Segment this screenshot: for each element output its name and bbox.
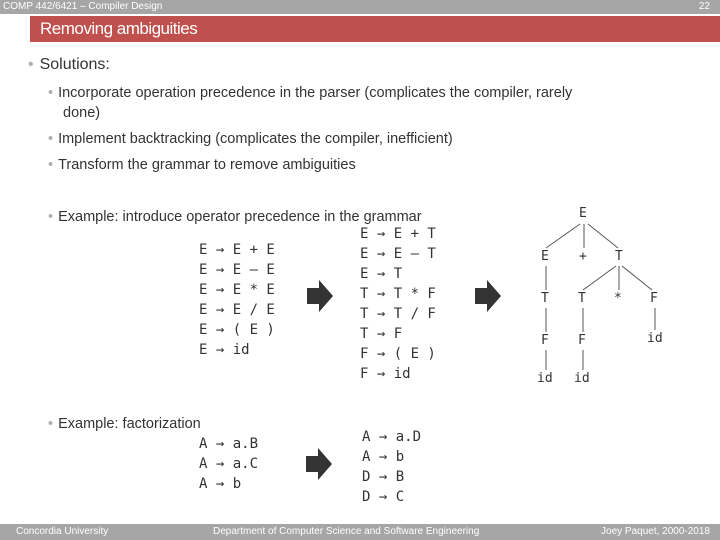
bullet-dot: •: [48, 131, 54, 147]
grammar-rule: E → E – T: [360, 246, 436, 262]
tree-node: F: [650, 291, 658, 306]
footer-department: Department of Computer Science and Software Engineering: [213, 526, 480, 537]
footer-university: Concordia University: [16, 526, 109, 537]
tree-node: F: [541, 333, 549, 348]
page-number: 22: [698, 1, 710, 12]
tree-node: id: [574, 371, 590, 386]
grammar-rule: E → T: [360, 266, 403, 282]
tree-node: E: [541, 249, 549, 264]
grammar-rule: E → E + T: [360, 226, 436, 242]
bullet-dot: •: [48, 85, 54, 101]
grammar-rule: D → C: [362, 489, 405, 505]
grammar-rule: D → B: [362, 469, 405, 485]
bullet-item-text: Example: introduce operator precedence in the grammar: [58, 209, 422, 225]
tree-node: *: [614, 291, 622, 306]
bullet-item-text: done): [63, 105, 101, 121]
grammar-rule: T → F: [360, 326, 403, 342]
tree-edge: [583, 266, 616, 290]
bullet-item-text: Incorporate operation precedence in the parser (complicates the compiler, rarely: [58, 85, 573, 101]
grammar-factor-before: [199, 434, 258, 494]
grammar-rule: E → E – E: [199, 262, 275, 278]
grammar-rule: A → b: [199, 476, 242, 492]
bullet-item-text: Example: factorization: [58, 416, 201, 432]
slide-title: Removing ambiguities: [40, 19, 198, 38]
grammar-rule: T → T * F: [360, 286, 436, 302]
tree-edge: [546, 224, 580, 248]
course-title: COMP 442/6421 – Compiler Design: [3, 1, 163, 12]
grammar-rule: F → id: [360, 366, 411, 382]
tree-edge: [622, 266, 652, 290]
grammar-rule: A → b: [362, 449, 405, 465]
bullet-item-text: Transform the grammar to remove ambiguities: [58, 157, 356, 173]
tree-node: T: [541, 291, 549, 306]
bullet-dot: •: [48, 157, 54, 173]
tree-node-root: E: [579, 206, 587, 221]
bullet-dot: •: [48, 209, 54, 225]
grammar-rule: A → a.C: [199, 456, 259, 472]
grammar-rule: A → a.B: [199, 436, 259, 452]
grammar-rule: T → T / F: [360, 306, 436, 322]
bullet-solutions-text: Solutions:: [39, 56, 110, 73]
tree-node: F: [578, 333, 586, 348]
footer-bar: [0, 524, 720, 540]
bullet-dot: •: [28, 56, 34, 73]
footer-author: Joey Paquet, 2000-2018: [601, 526, 710, 537]
grammar-rule: F → ( E ): [360, 346, 436, 362]
tree-node: +: [579, 249, 587, 264]
grammar-rule: A → a.D: [362, 429, 422, 445]
tree-node: id: [647, 331, 663, 346]
tree-node: T: [578, 291, 586, 306]
tree-node: id: [537, 371, 553, 386]
bullet-dot: •: [48, 416, 54, 432]
grammar-factor-after: [362, 427, 421, 507]
factorization-arrow-icon: [306, 448, 332, 480]
bullet-item-text: Implement backtracking (complicates the compiler, inefficient): [58, 131, 453, 147]
tree-edge: [588, 224, 618, 248]
grammar-rule: E → E / E: [199, 302, 275, 318]
tree-node: T: [615, 249, 623, 264]
grammar-rule: E → E * E: [199, 282, 275, 298]
grammar-rule: E → ( E ): [199, 322, 275, 338]
grammar-rule: E → E + E: [199, 242, 275, 258]
grammar-rule: E → id: [199, 342, 250, 358]
